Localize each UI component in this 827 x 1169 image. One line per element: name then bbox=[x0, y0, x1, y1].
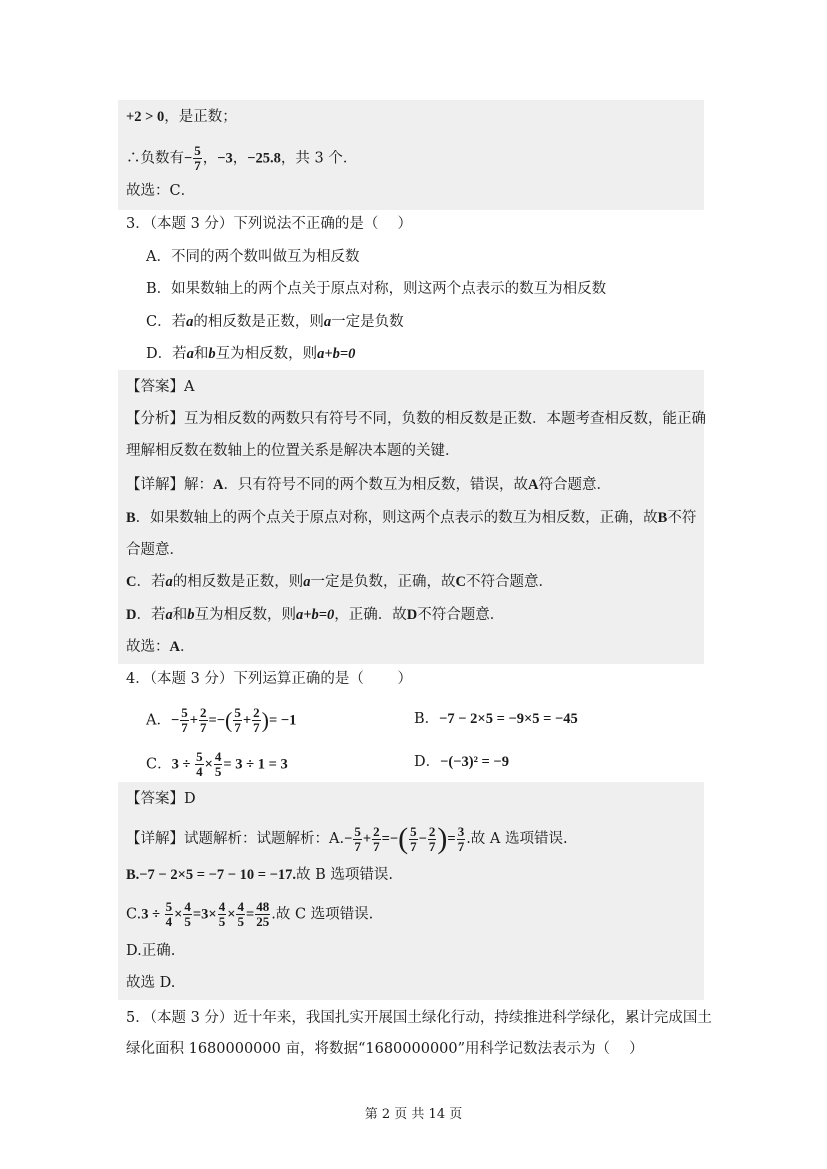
q4-answer: 【答案】D bbox=[126, 791, 196, 807]
q3-detail-5: D．若a和b互为相反数，则a+b=0，正确．故D不符合题意． bbox=[126, 607, 505, 623]
q3-answer: 【答案】A bbox=[126, 379, 195, 395]
q3-detail-1: 【详解】解：A．只有符号不同的两个数互为相反数，错误，故A符合题意． bbox=[126, 477, 611, 493]
q4-detail-3: C.3 ÷ $\frac{5}{4}$ × $\frac{4}{5}$ =3× $\frac{4}{5}$ × $\frac{4}{5}$ = $\frac{48}{25}$ .故 C 选项错误. bbox=[126, 899, 374, 929]
q3-choose: 故选：A． bbox=[126, 639, 195, 655]
q4-detail-1: 【详解】试题解析：试题解析：A.− $\frac{5}{7}$ + $\frac{2}{7}$ =−( $\frac{5}{7}$ − $\frac{2}{7}$ )= $\frac{3}{7}$ .故 A 选项错误. bbox=[126, 822, 568, 855]
shade-q4-solution bbox=[118, 782, 704, 1000]
q4-detail-5: 故选 D. bbox=[126, 975, 176, 991]
q3-stem: 3．（本题 3 分）下列说法不正确的是（ ） bbox=[126, 216, 413, 232]
q3-option-a: A．不同的两个数叫做互为相反数 bbox=[146, 249, 360, 265]
q4-option-b: B．−7 − 2×5 = −9×5 = −45 bbox=[414, 711, 578, 727]
q3-option-b: B．如果数轴上的两个点关于原点对称，则这两个点表示的数互为相反数 bbox=[146, 281, 607, 297]
q2-line1: +2 > 0，是正数； bbox=[126, 109, 237, 125]
q4-option-a: A．− $\frac{5}{7}$ + $\frac{2}{7}$ =−( $\frac{5}{7}$ + $\frac{2}{7}$ )= −1 bbox=[146, 705, 297, 735]
q4-stem: 4．（本题 3 分）下列运算正确的是（ ） bbox=[126, 671, 413, 687]
q3-option-d: D．若a和b互为相反数，则a+b=0 bbox=[146, 346, 356, 362]
fraction: $\frac{5}{7}$ bbox=[194, 143, 201, 173]
q3-detail-2: B．如果数轴上的两个点关于原点对称，则这两个点表示的数互为相反数，正确，故B不符 bbox=[126, 510, 697, 526]
q3-analysis-2: 理解相反数在数轴上的位置关系是解决本题的关键． bbox=[126, 443, 460, 459]
q2-line2: ∴负数有− $\frac{5}{7}$ ，−3，−25.8，共 3 个． bbox=[126, 143, 358, 173]
q3-option-c: C．若a的相反数是正数，则a一定是负数 bbox=[146, 314, 404, 330]
page-footer: 第 2 页 共 14 页 bbox=[364, 1107, 463, 1122]
math-expr: +2 > 0 bbox=[126, 109, 165, 125]
q3-detail-3: 合题意． bbox=[126, 542, 184, 558]
q4-option-d: D．−(−3)² = −9 bbox=[414, 754, 509, 770]
q2-line3: 故选：C． bbox=[126, 183, 196, 199]
q4-detail-2: B.−7 − 2×5 = −7 − 10 = −17.故 B 选项错误. bbox=[126, 867, 394, 883]
q4-detail-4: D.正确. bbox=[126, 943, 176, 959]
q4-option-c: C．3 ÷ $\frac{5}{4}$ × $\frac{4}{5}$ = 3 ÷ 1 = 3 bbox=[146, 749, 288, 779]
q5-line2: 绿化面积 1680000000 亩，将数据“1680000000”用科学记数法表示为（ ） bbox=[126, 1041, 644, 1057]
q5-line1: 5．（本题 3 分）近十年来，我国扎实开展国土绿化行动，持续推进科学绿化，累计完成国土 bbox=[126, 1010, 712, 1026]
q3-detail-4: C．若a的相反数是正数，则a一定是负数，正确，故C不符合题意． bbox=[126, 574, 553, 590]
q3-analysis-1: 【分析】互为相反数的两数只有符号不同，负数的相反数是正数．本题考查相反数，能正确 bbox=[126, 411, 706, 427]
